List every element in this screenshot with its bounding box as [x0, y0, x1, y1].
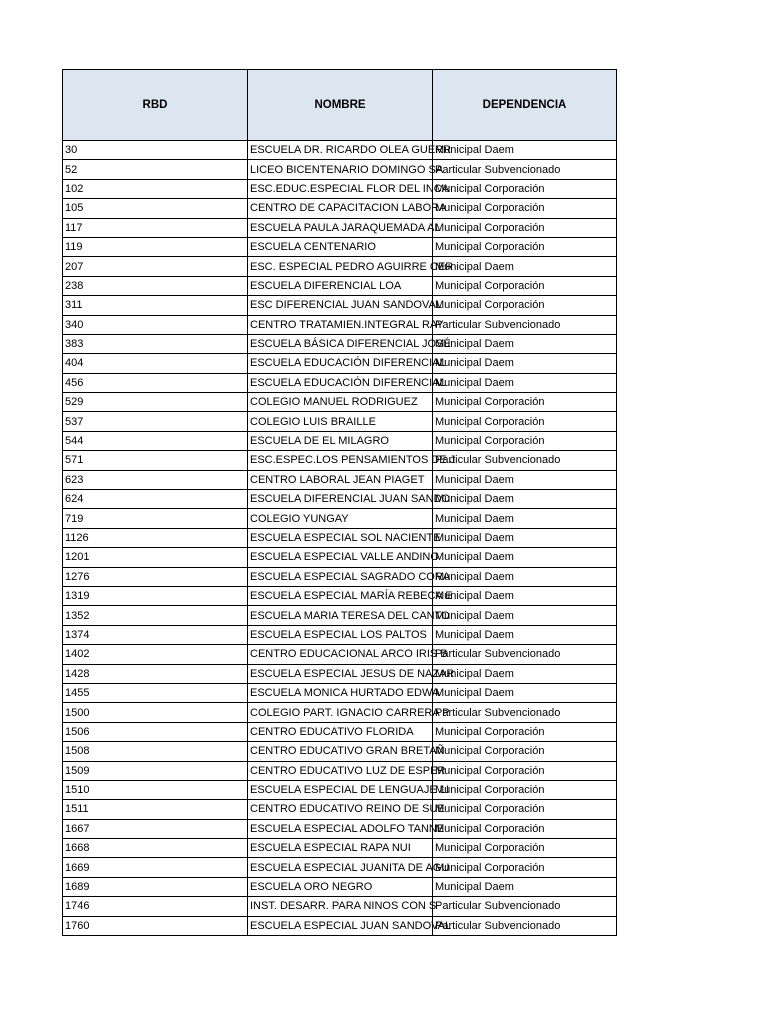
table-row	[63, 606, 617, 625]
cell-nombre: CENTRO LABORAL JEAN PIAGET	[248, 470, 433, 489]
cell-rbd: 1319	[63, 586, 248, 605]
header-nombre: NOMBRE	[248, 70, 433, 141]
cell-dependencia: Municipal Corporación	[433, 296, 617, 315]
cell-nombre: ESCUELA PAULA JARAQUEMADA AL	[248, 218, 433, 237]
cell-dependencia: Municipal Corporación	[433, 858, 617, 877]
cell-rbd: 238	[63, 276, 248, 295]
table-row	[63, 664, 617, 683]
cell-nombre: INST. DESARR. PARA NINOS CON S	[248, 897, 433, 916]
cell-rbd: 529	[63, 393, 248, 412]
cell-dependencia: Municipal Daem	[433, 257, 617, 276]
cell-nombre: ESCUELA ESPECIAL LOS PALTOS	[248, 625, 433, 644]
cell-nombre: CENTRO EDUCATIVO LUZ DE ESPER	[248, 761, 433, 780]
cell-rbd: 544	[63, 431, 248, 450]
cell-rbd: 1506	[63, 722, 248, 741]
cell-dependencia: Municipal Corporación	[433, 218, 617, 237]
cell-rbd: 1689	[63, 877, 248, 896]
table-row	[63, 625, 617, 644]
table-row	[63, 490, 617, 509]
cell-dependencia: Municipal Corporación	[433, 276, 617, 295]
cell-nombre: CENTRO DE CAPACITACION LABORA	[248, 199, 433, 218]
cell-rbd: 1276	[63, 567, 248, 586]
table-row	[63, 470, 617, 489]
cell-rbd: 1760	[63, 916, 248, 935]
cell-dependencia: Municipal Daem	[433, 373, 617, 392]
cell-dependencia: Municipal Corporación	[433, 431, 617, 450]
table-row	[63, 257, 617, 276]
cell-dependencia: Municipal Daem	[433, 528, 617, 547]
table-row	[63, 858, 617, 877]
cell-dependencia: Municipal Daem	[433, 625, 617, 644]
cell-dependencia: Municipal Daem	[433, 683, 617, 702]
cell-rbd: 1500	[63, 703, 248, 722]
cell-nombre: ESCUELA ESPECIAL ADOLFO TANNE	[248, 819, 433, 838]
cell-nombre: CENTRO EDUCATIVO REINO DE SUE	[248, 800, 433, 819]
cell-dependencia: Municipal Corporación	[433, 761, 617, 780]
cell-dependencia: Municipal Corporación	[433, 819, 617, 838]
table-row	[63, 548, 617, 567]
cell-rbd: 624	[63, 490, 248, 509]
cell-nombre: CENTRO EDUCATIVO GRAN BRETAÑ	[248, 742, 433, 761]
cell-nombre: LICEO BICENTENARIO DOMINGO SA	[248, 160, 433, 179]
cell-dependencia: Municipal Daem	[433, 877, 617, 896]
cell-dependencia: Particular Subvencionado	[433, 703, 617, 722]
cell-nombre: ESCUELA ORO NEGRO	[248, 877, 433, 896]
cell-nombre: ESCUELA ESPECIAL SAGRADO CORA	[248, 567, 433, 586]
table-row	[63, 761, 617, 780]
cell-nombre: CENTRO EDUCACIONAL ARCO IRIS B	[248, 645, 433, 664]
table-row	[63, 703, 617, 722]
table-row	[63, 296, 617, 315]
table-row	[63, 683, 617, 702]
cell-rbd: 1201	[63, 548, 248, 567]
cell-rbd: 456	[63, 373, 248, 392]
cell-rbd: 1746	[63, 897, 248, 916]
cell-rbd: 1509	[63, 761, 248, 780]
cell-dependencia: Municipal Corporación	[433, 742, 617, 761]
cell-rbd: 1455	[63, 683, 248, 702]
cell-nombre: ESC. ESPECIAL PEDRO AGUIRRE CER	[248, 257, 433, 276]
cell-dependencia: Municipal Corporación	[433, 839, 617, 858]
table-row	[63, 839, 617, 858]
cell-nombre: ESCUELA DR. RICARDO OLEA GUERR	[248, 141, 433, 160]
cell-dependencia: Municipal Corporación	[433, 393, 617, 412]
header-row	[63, 70, 617, 141]
cell-dependencia: Municipal Daem	[433, 470, 617, 489]
cell-dependencia: Municipal Daem	[433, 606, 617, 625]
cell-dependencia: Municipal Daem	[433, 586, 617, 605]
cell-dependencia: Municipal Daem	[433, 334, 617, 353]
cell-dependencia: Municipal Daem	[433, 141, 617, 160]
cell-rbd: 1428	[63, 664, 248, 683]
cell-rbd: 30	[63, 141, 248, 160]
cell-rbd: 623	[63, 470, 248, 489]
table-row	[63, 897, 617, 916]
cell-rbd: 1508	[63, 742, 248, 761]
cell-dependencia: Municipal Daem	[433, 354, 617, 373]
cell-dependencia: Municipal Corporación	[433, 412, 617, 431]
table-row	[63, 645, 617, 664]
cell-rbd: 117	[63, 218, 248, 237]
table-row	[63, 722, 617, 741]
table-row	[63, 218, 617, 237]
cell-dependencia: Municipal Daem	[433, 664, 617, 683]
table-row	[63, 334, 617, 353]
cell-rbd: 1126	[63, 528, 248, 547]
cell-rbd: 1352	[63, 606, 248, 625]
table-row	[63, 199, 617, 218]
cell-dependencia: Municipal Corporación	[433, 179, 617, 198]
table-row	[63, 819, 617, 838]
table-row	[63, 567, 617, 586]
cell-dependencia: Municipal Corporación	[433, 780, 617, 799]
cell-nombre: ESCUELA ESPECIAL JESUS DE NAZAR	[248, 664, 433, 683]
cell-nombre: ESCUELA MONICA HURTADO EDWA	[248, 683, 433, 702]
cell-nombre: ESCUELA EDUCACIÓN DIFERENCIAL	[248, 354, 433, 373]
cell-rbd: 311	[63, 296, 248, 315]
table-row	[63, 916, 617, 935]
table-body	[63, 141, 617, 936]
cell-nombre: ESCUELA DIFERENCIAL LOA	[248, 276, 433, 295]
table-row	[63, 237, 617, 256]
table-row	[63, 276, 617, 295]
cell-nombre: ESCUELA DE EL MILAGRO	[248, 431, 433, 450]
header-dependencia: DEPENDENCIA	[433, 70, 617, 141]
cell-nombre: CENTRO TRATAMIEN.INTEGRAL RAY	[248, 315, 433, 334]
cell-dependencia: Municipal Corporación	[433, 800, 617, 819]
cell-rbd: 102	[63, 179, 248, 198]
table-row	[63, 315, 617, 334]
cell-rbd: 340	[63, 315, 248, 334]
table-row	[63, 412, 617, 431]
table-row	[63, 160, 617, 179]
cell-rbd: 1374	[63, 625, 248, 644]
table-row	[63, 800, 617, 819]
cell-rbd: 404	[63, 354, 248, 373]
cell-dependencia: Particular Subvencionado	[433, 160, 617, 179]
table-row	[63, 528, 617, 547]
cell-rbd: 207	[63, 257, 248, 276]
cell-dependencia: Municipal Daem	[433, 509, 617, 528]
cell-rbd: 571	[63, 451, 248, 470]
cell-rbd: 383	[63, 334, 248, 353]
cell-dependencia: Municipal Daem	[433, 567, 617, 586]
table-row	[63, 141, 617, 160]
cell-dependencia: Particular Subvencionado	[433, 897, 617, 916]
cell-dependencia: Particular Subvencionado	[433, 645, 617, 664]
table-row	[63, 780, 617, 799]
cell-nombre: ESCUELA ESPECIAL RAPA NUI	[248, 839, 433, 858]
table-row	[63, 431, 617, 450]
cell-rbd: 52	[63, 160, 248, 179]
cell-dependencia: Particular Subvencionado	[433, 315, 617, 334]
cell-nombre: ESC.EDUC.ESPECIAL FLOR DEL INCA	[248, 179, 433, 198]
cell-nombre: ESCUELA ESPECIAL JUAN SANDOVAL	[248, 916, 433, 935]
cell-dependencia: Municipal Corporación	[433, 199, 617, 218]
cell-rbd: 1511	[63, 800, 248, 819]
cell-nombre: CENTRO EDUCATIVO FLORIDA	[248, 722, 433, 741]
cell-rbd: 119	[63, 237, 248, 256]
table-row	[63, 179, 617, 198]
schools-table	[62, 69, 617, 936]
cell-nombre: ESC.ESPEC.LOS PENSAMIENTOS DE J	[248, 451, 433, 470]
table-header	[63, 70, 617, 141]
cell-nombre: ESCUELA ESPECIAL VALLE ANDINO	[248, 548, 433, 567]
cell-dependencia: Municipal Daem	[433, 490, 617, 509]
cell-dependencia: Particular Subvencionado	[433, 451, 617, 470]
cell-rbd: 537	[63, 412, 248, 431]
cell-rbd: 105	[63, 199, 248, 218]
cell-nombre: ESCUELA MARIA TERESA DEL CANTO	[248, 606, 433, 625]
cell-dependencia: Municipal Corporación	[433, 722, 617, 741]
cell-nombre: ESCUELA ESPECIAL SOL NACIENTE	[248, 528, 433, 547]
table-row	[63, 586, 617, 605]
cell-dependencia: Municipal Corporación	[433, 237, 617, 256]
cell-nombre: ESCUELA ESPECIAL JUANITA DE AGU	[248, 858, 433, 877]
cell-nombre: COLEGIO LUIS BRAILLE	[248, 412, 433, 431]
cell-nombre: ESCUELA DIFERENCIAL JUAN SANDO	[248, 490, 433, 509]
table-row	[63, 393, 617, 412]
cell-nombre: ESCUELA ESPECIAL DE LENGUAJE LI	[248, 780, 433, 799]
table-row	[63, 742, 617, 761]
table-row	[63, 877, 617, 896]
cell-nombre: COLEGIO PART. IGNACIO CARRERA P	[248, 703, 433, 722]
cell-rbd: 1510	[63, 780, 248, 799]
cell-rbd: 1669	[63, 858, 248, 877]
cell-rbd: 1667	[63, 819, 248, 838]
cell-rbd: 1668	[63, 839, 248, 858]
cell-nombre: ESC DIFERENCIAL JUAN SANDOVAL	[248, 296, 433, 315]
cell-nombre: ESCUELA BÁSICA DIFERENCIAL JOSÉ	[248, 334, 433, 353]
table-row	[63, 354, 617, 373]
cell-nombre: ESCUELA ESPECIAL MARÍA REBECA E	[248, 586, 433, 605]
table-row	[63, 373, 617, 392]
cell-nombre: ESCUELA EDUCACIÓN DIFERENCIAL	[248, 373, 433, 392]
cell-nombre: COLEGIO MANUEL RODRIGUEZ	[248, 393, 433, 412]
header-rbd: RBD	[63, 70, 248, 141]
cell-rbd: 719	[63, 509, 248, 528]
cell-dependencia: Particular Subvencionado	[433, 916, 617, 935]
table-row	[63, 509, 617, 528]
cell-rbd: 1402	[63, 645, 248, 664]
table-row	[63, 451, 617, 470]
cell-nombre: ESCUELA CENTENARIO	[248, 237, 433, 256]
cell-dependencia: Municipal Daem	[433, 548, 617, 567]
cell-nombre: COLEGIO YUNGAY	[248, 509, 433, 528]
